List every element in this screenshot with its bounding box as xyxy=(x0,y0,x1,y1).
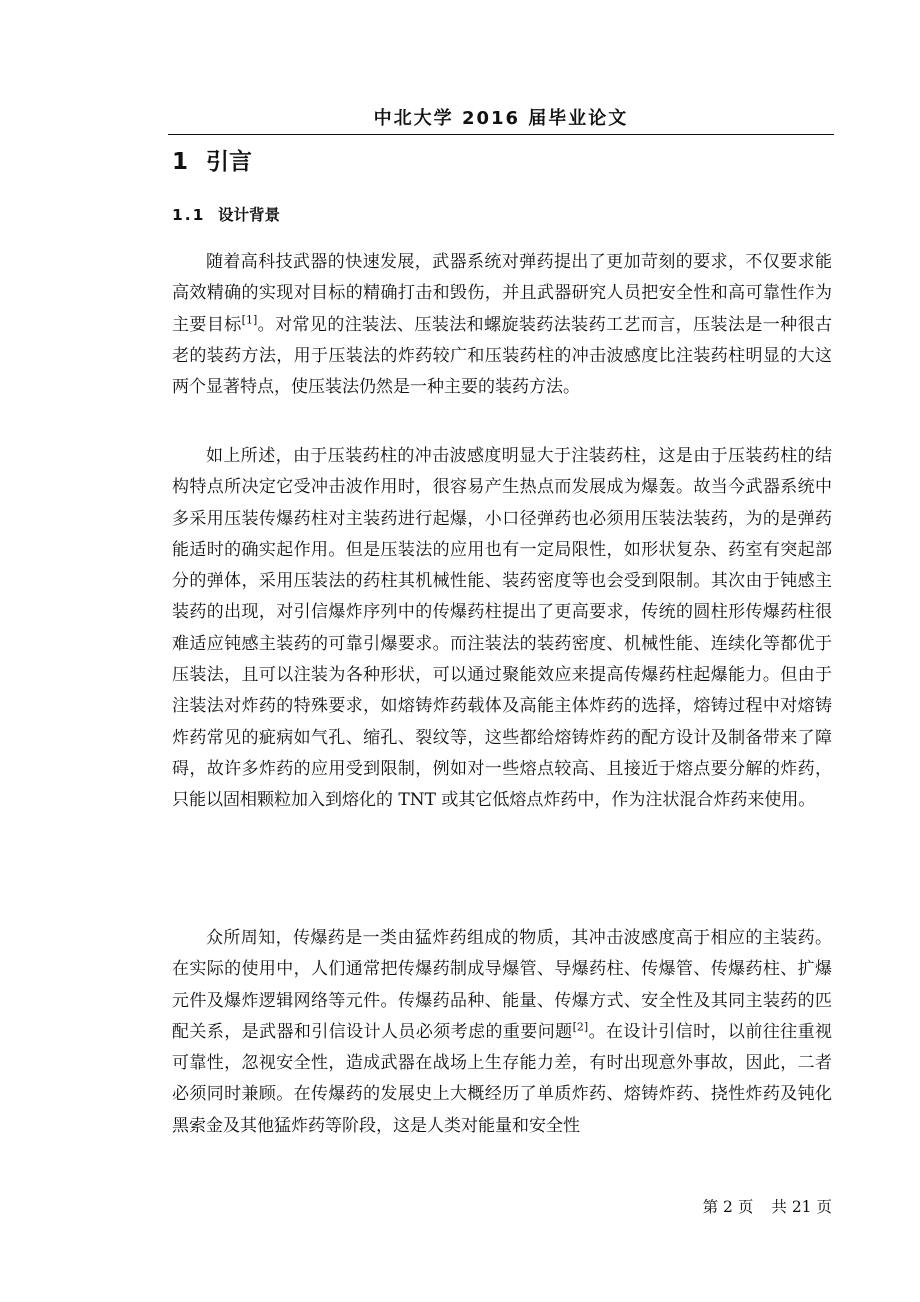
paragraph-text: 随着高科技武器的快速发展，武器系统对弹药提出了更加苛刻的要求，不仅要求能高效精确的实现对目标的精确打击和毁伤，并且武器研究人员把安全性和高可靠性作为主要目标 xyxy=(172,252,832,335)
body-paragraph xyxy=(172,247,832,403)
paragraph-text: 。对常见的注装法、压装法和螺旋装药法装药工艺而言，压装法是一种很古老的装药方法，用于压装法的炸药较广和压装药柱的冲击波感度比注装药柱明显的大这两个显著特点，使压装法仍然是一种主要的装药方法。 xyxy=(172,314,833,398)
current-page: 2 xyxy=(723,1198,733,1216)
footer-suffix: 页 xyxy=(816,1198,832,1216)
paragraph-text: 众所周知，传爆药是一类由猛炸药组成的物质，其冲击波感度高于相应的主装药。在实际的使用中，人们通常把传爆药制成导爆管、导爆药柱、传爆管、传爆药柱、扩爆元件及爆炸逻辑网络等元件。传爆药品种、能量、传爆方式、安全性及其同主装药的匹配关系，是武器和引信设计人员必须考虑的重要问题 xyxy=(172,928,832,1042)
chapter-title: 引言 xyxy=(206,149,252,175)
body-paragraph xyxy=(172,923,832,1142)
chapter-number: 1 xyxy=(172,149,189,175)
header-rule xyxy=(168,134,834,135)
footer-total-word: 共 xyxy=(771,1198,787,1216)
total-pages: 21 xyxy=(791,1198,812,1216)
section-number: 1.1 xyxy=(172,206,206,224)
footer-page-word: 页 xyxy=(737,1198,754,1216)
section-heading xyxy=(172,201,280,229)
body-paragraph: 如上所述，由于压装药柱的冲击波感度明显大于注装药柱，这是由于压装药柱的结构特点所决定它受冲击波作用时，很容易产生热点而发展成为爆轰。故当今武器系统中多采用压装传爆药柱对主装药进行起爆，小口径弹药也必须用压装法装药，为的是弹药能适时的确实起作用。但是压装法的应用也有一定局限性，如形状复杂、药室有突起部分的弹体，采用压装法的药柱其机械性能、装药密度等也会受到限制。其次由于钝感主装药的出现，对引信爆炸序列中的传爆药柱提出了更高要求，传统的圆柱形传爆药柱很难适应钝感主装药的可靠引爆要求。而注装法的装药密度、机械性能、连续化等都优于压装法，且可以注装为各种形状，可以通过聚能效应来提高传爆药柱起爆能力。但由于注装法对炸药的特殊要求，如熔铸炸药载体及高能主体炸药的选择，熔铸过程中对熔铸炸药常见的疵病如气孔、缩孔、裂纹等，这些都给熔铸炸药的配方设计及制备带来了障碍，故许多炸药的应用受到限制，例如对一些熔点较高、且接近于熔点要分解的炸药，只能以固相颗粒加入到熔化的 TNT 或其它低熔点炸药中，作为注状混合炸药来使用。 xyxy=(172,446,832,811)
citation-ref: [1] xyxy=(241,312,258,326)
paragraph-text: 。在设计引信时，以前往往重视可靠性，忽视安全性，造成武器在战场上生存能力差，有时出现意外事故，因此，二者必须同时兼顾。在传爆药的发展史上大概经历了单质炸药、熔铸炸药、挠性炸药及钝化黑索金及其他猛炸药等阶段，这是人类对能量和安全性 xyxy=(172,1021,833,1136)
page-number-footer xyxy=(650,1196,832,1218)
citation-ref: [2] xyxy=(572,1020,589,1034)
chapter-heading xyxy=(172,144,252,180)
running-header: 中北大学 2016 届毕业论文 xyxy=(373,108,629,129)
section-title: 设计背景 xyxy=(218,206,281,224)
footer-prefix: 第 xyxy=(702,1198,719,1216)
